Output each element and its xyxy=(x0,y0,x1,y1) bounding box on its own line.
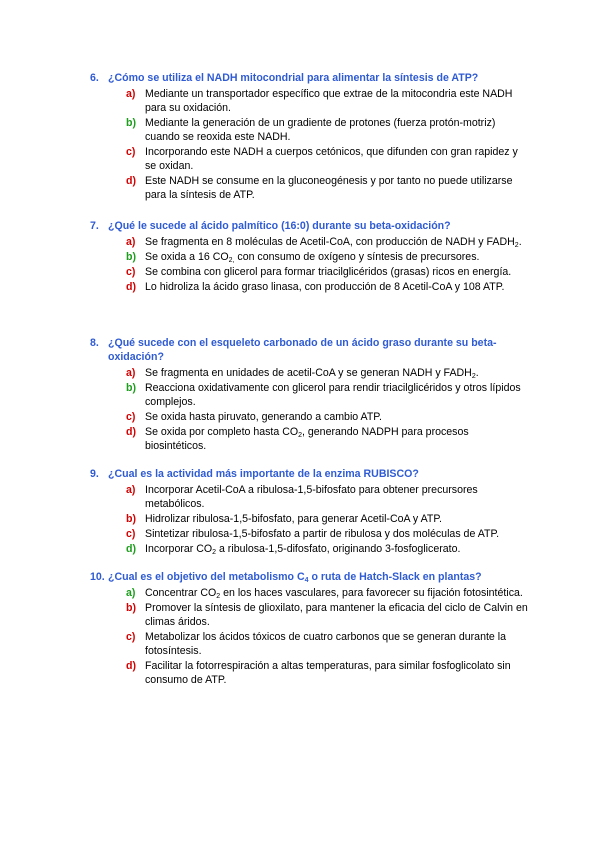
question-title: ¿Qué sucede con el esqueleto carbonado de un ácido graso durante su beta-oxidación? xyxy=(108,337,497,363)
question-title: ¿Qué le sucede al ácido palmítico (16:0) durante su beta-oxidación? xyxy=(108,220,451,232)
option-text: Se fragmenta en unidades de acetil-CoA y se generan NADH y $FADH_2$. xyxy=(145,367,479,380)
question-number: 6. xyxy=(90,72,99,84)
option-a xyxy=(126,483,530,511)
option-letter: c) xyxy=(126,266,136,278)
option-text: Metabolizar los ácidos tóxicos de cuatro carbonos que se generan durante la fotosíntesis. xyxy=(145,631,506,657)
option-text: Reacciona oxidativamente con glicerol para rendir triacilglicéridos y otros lípidos complejos. xyxy=(145,382,521,408)
option-letter: d) xyxy=(126,175,136,187)
question-title: ¿Cual es la actividad más importante de la enzima RUBISCO? xyxy=(108,468,419,480)
option-letter: b) xyxy=(126,513,136,525)
option-letter: c) xyxy=(126,411,136,423)
question-header xyxy=(90,219,530,233)
option-c xyxy=(126,410,530,424)
question-title: ¿Cómo se utiliza el NADH mitocondrial para alimentar la síntesis de ATP? xyxy=(108,72,479,84)
option-text: Se oxida a 16 $CO_{2,}$ con consumo de oxígeno y síntesis de precursores. xyxy=(145,251,480,264)
option-d xyxy=(126,542,530,556)
option-text: Hidrolizar ribulosa-1,5-bifosfato, para generar Acetil-CoA y ATP. xyxy=(145,513,442,525)
option-text: Este NADH se consume en la gluconeogénesis y por tanto no puede utilizarse para la síntesis de ATP. xyxy=(145,175,513,201)
option-text: Incorporar $CO_2$ a ribulosa-1,5-difosfato, originando 3-fosfoglicerato. xyxy=(145,543,461,556)
option-d xyxy=(126,659,530,687)
question-number: 7. xyxy=(90,220,99,232)
question-header xyxy=(90,467,530,481)
option-text: Facilitar la fotorrespiración a altas temperaturas, para similar fosfoglicolato sin consumo de ATP. xyxy=(145,660,511,686)
option-b xyxy=(126,601,530,629)
option-letter: b) xyxy=(126,602,136,614)
option-b xyxy=(126,250,530,264)
question-header xyxy=(90,570,530,584)
question-9 xyxy=(90,467,530,556)
option-text: Concentrar $CO_2$ en los haces vasculares, para favorecer su fijación fotosintética. xyxy=(145,587,523,600)
option-d xyxy=(126,280,530,294)
option-c xyxy=(126,630,530,658)
option-text: Lo hidroliza la ácido graso linasa, con producción de 8 Acetil-CoA y 108 ATP. xyxy=(145,281,505,293)
option-letter: d) xyxy=(126,660,136,672)
question-10 xyxy=(90,570,530,687)
option-text: Se oxida por completo hasta $CO_2$, generando NADPH para procesos biosintéticos. xyxy=(145,426,469,452)
option-letter: d) xyxy=(126,543,136,555)
option-letter: c) xyxy=(126,146,136,158)
option-text: Mediante la generación de un gradiente de protones (fuerza protón-motriz) cuando se reoxida este NADH. xyxy=(145,117,496,143)
option-c xyxy=(126,265,530,279)
question-7 xyxy=(90,219,530,294)
question-number: 9. xyxy=(90,468,99,480)
option-letter: d) xyxy=(126,281,136,293)
question-6 xyxy=(90,71,530,202)
option-letter: c) xyxy=(126,528,136,540)
option-text: Incorporando este NADH a cuerpos cetónicos, que difunden con gran rapidez y se oxidan. xyxy=(145,146,518,172)
option-text: Se oxida hasta piruvato, generando a cambio ATP. xyxy=(145,411,382,423)
option-text: Mediante un transportador específico que extrae de la mitocondria este NADH para su oxidación. xyxy=(145,88,513,114)
option-letter: b) xyxy=(126,382,136,394)
option-letter: c) xyxy=(126,631,136,643)
option-text: Sintetizar ribulosa-1,5-bifosfato a partir de ribulosa y dos moléculas de ATP. xyxy=(145,528,500,540)
question-header xyxy=(90,336,530,364)
option-c xyxy=(126,527,530,541)
question-number: 8. xyxy=(90,337,99,349)
option-c xyxy=(126,145,530,173)
option-letter: a) xyxy=(126,367,136,379)
option-text: Incorporar Acetil-CoA a ribulosa-1,5-bifosfato para obtener precursores metabólicos. xyxy=(145,484,478,510)
option-text: Promover la síntesis de glioxilato, para mantener la eficacia del ciclo de Calvin en climas áridos. xyxy=(145,602,528,628)
question-header xyxy=(90,71,530,85)
question-number: 10. xyxy=(90,571,105,583)
option-letter: a) xyxy=(126,587,136,599)
option-b xyxy=(126,381,530,409)
option-a xyxy=(126,586,530,600)
option-letter: b) xyxy=(126,117,136,129)
option-letter: b) xyxy=(126,251,136,263)
option-letter: a) xyxy=(126,484,136,496)
option-b xyxy=(126,512,530,526)
option-d xyxy=(126,425,530,453)
option-a xyxy=(126,87,530,115)
option-a xyxy=(126,366,530,380)
option-letter: d) xyxy=(126,426,136,438)
question-8 xyxy=(90,336,530,453)
option-text: Se combina con glicerol para formar triacilglicéridos (grasas) ricos en energía. xyxy=(145,266,512,278)
question-title: ¿Cual es el objetivo del metabolismo $C_4$ o ruta de Hatch-Slack en plantas? xyxy=(108,571,482,584)
option-letter: a) xyxy=(126,88,136,100)
option-letter: a) xyxy=(126,236,136,248)
option-a xyxy=(126,235,530,249)
option-text: Se fragmenta en 8 moléculas de Acetil-CoA, con producción de NADH y $FADH_2$. xyxy=(145,236,522,249)
option-b xyxy=(126,116,530,144)
option-d xyxy=(126,174,530,202)
